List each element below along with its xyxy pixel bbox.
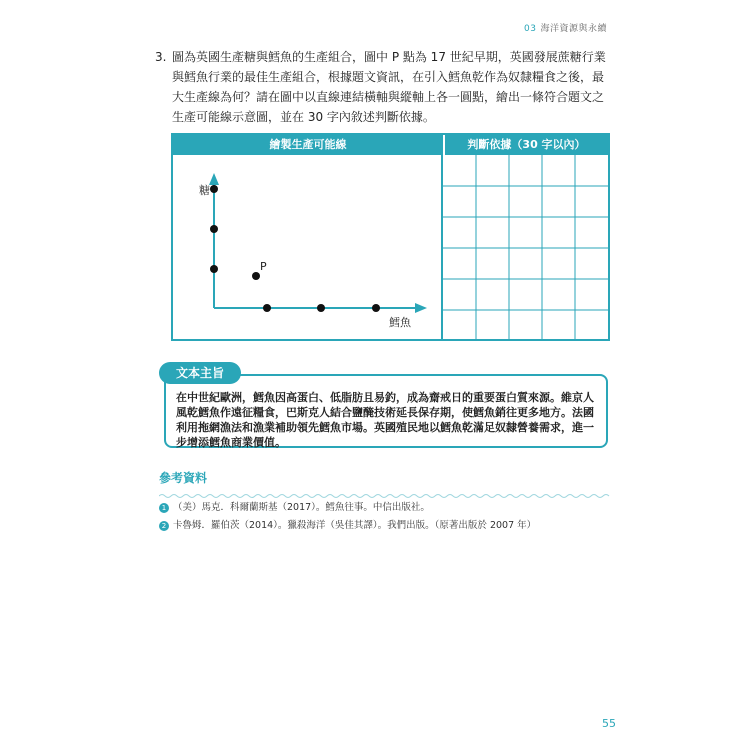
table-header-left: 繪製生產可能線 <box>269 138 347 151</box>
reference-item <box>159 499 430 513</box>
x-axis-arrow <box>415 303 427 313</box>
references-title: 參考資料 <box>159 471 208 485</box>
ppf-graph-svg <box>173 155 441 341</box>
question-number: 3. <box>155 50 167 64</box>
summary-box <box>164 374 608 448</box>
y-axis-label: 糖 <box>199 184 210 197</box>
reasoning-grid-svg <box>443 155 608 341</box>
references-divider <box>159 484 611 490</box>
page-number: 55 <box>602 717 616 730</box>
x-axis-label: 鱈魚 <box>389 316 411 329</box>
y-axis-dot[interactable] <box>210 265 218 273</box>
reference-text: （美）馬克．科爾蘭斯基（2017）。鱈魚往事。中信出版社。 <box>173 502 430 513</box>
reference-number: 2 <box>159 521 169 531</box>
ppf-graph <box>173 155 441 341</box>
reference-item <box>159 517 536 531</box>
chapter-title: 海洋資源與永續 <box>540 24 607 34</box>
running-header <box>524 21 607 34</box>
x-axis-dot[interactable] <box>317 304 325 312</box>
x-axis-dot[interactable] <box>263 304 271 312</box>
summary-title: 文本主旨 <box>159 362 241 384</box>
y-axis-dot[interactable] <box>210 225 218 233</box>
question-text: 圖為英國生產糖與鱈魚的生產組合，圖中 P 點為 17 世紀早期，英國發展蔗糖行業與鱈魚行業的最佳生產組合，根據題文資訊，在引入鱈魚乾作為奴隸糧食之後，最大生產線為何？請在圖中以直線連結橫軸與縱軸上各一圓點，繪出一條符合題文之生產可能線示意圖，並在 30 字內敘述判斷依據。 <box>172 50 606 124</box>
answer-table <box>171 133 610 341</box>
reference-text: 卡魯姆．羅伯茨（2014）。獵殺海洋（吳佳其譯）。我們出版。（原著出版於 2007 年） <box>173 520 537 531</box>
summary-text: 在中世紀歐洲，鱈魚因高蛋白、低脂肪且易釣，成為齋戒日的重要蛋白質來源。維京人風乾鱈魚作遠征糧食，巴斯克人結合鹽醃技術延長保存期，使鱈魚銷往更多地方。法國利用拖網漁法和漁業補助領先鱈魚市場。英國殖民地以鱈魚乾滿足奴隸營養需求，進一步增添鱈魚商業價值。 <box>176 391 594 449</box>
y-axis-dot[interactable] <box>210 185 218 193</box>
summary-section <box>159 360 611 452</box>
point-p <box>252 272 260 280</box>
question-block <box>155 47 615 127</box>
table-header-right: 判斷依據（30 字以內） <box>467 138 586 151</box>
reasoning-grid[interactable] <box>443 155 608 339</box>
y-axis-arrow <box>209 173 219 185</box>
chapter-number: 03 <box>524 24 537 34</box>
grid-lines <box>443 155 608 341</box>
reference-number: 1 <box>159 503 169 513</box>
x-axis-dot[interactable] <box>372 304 380 312</box>
table-header <box>173 135 608 155</box>
point-p-label: P <box>260 260 267 273</box>
